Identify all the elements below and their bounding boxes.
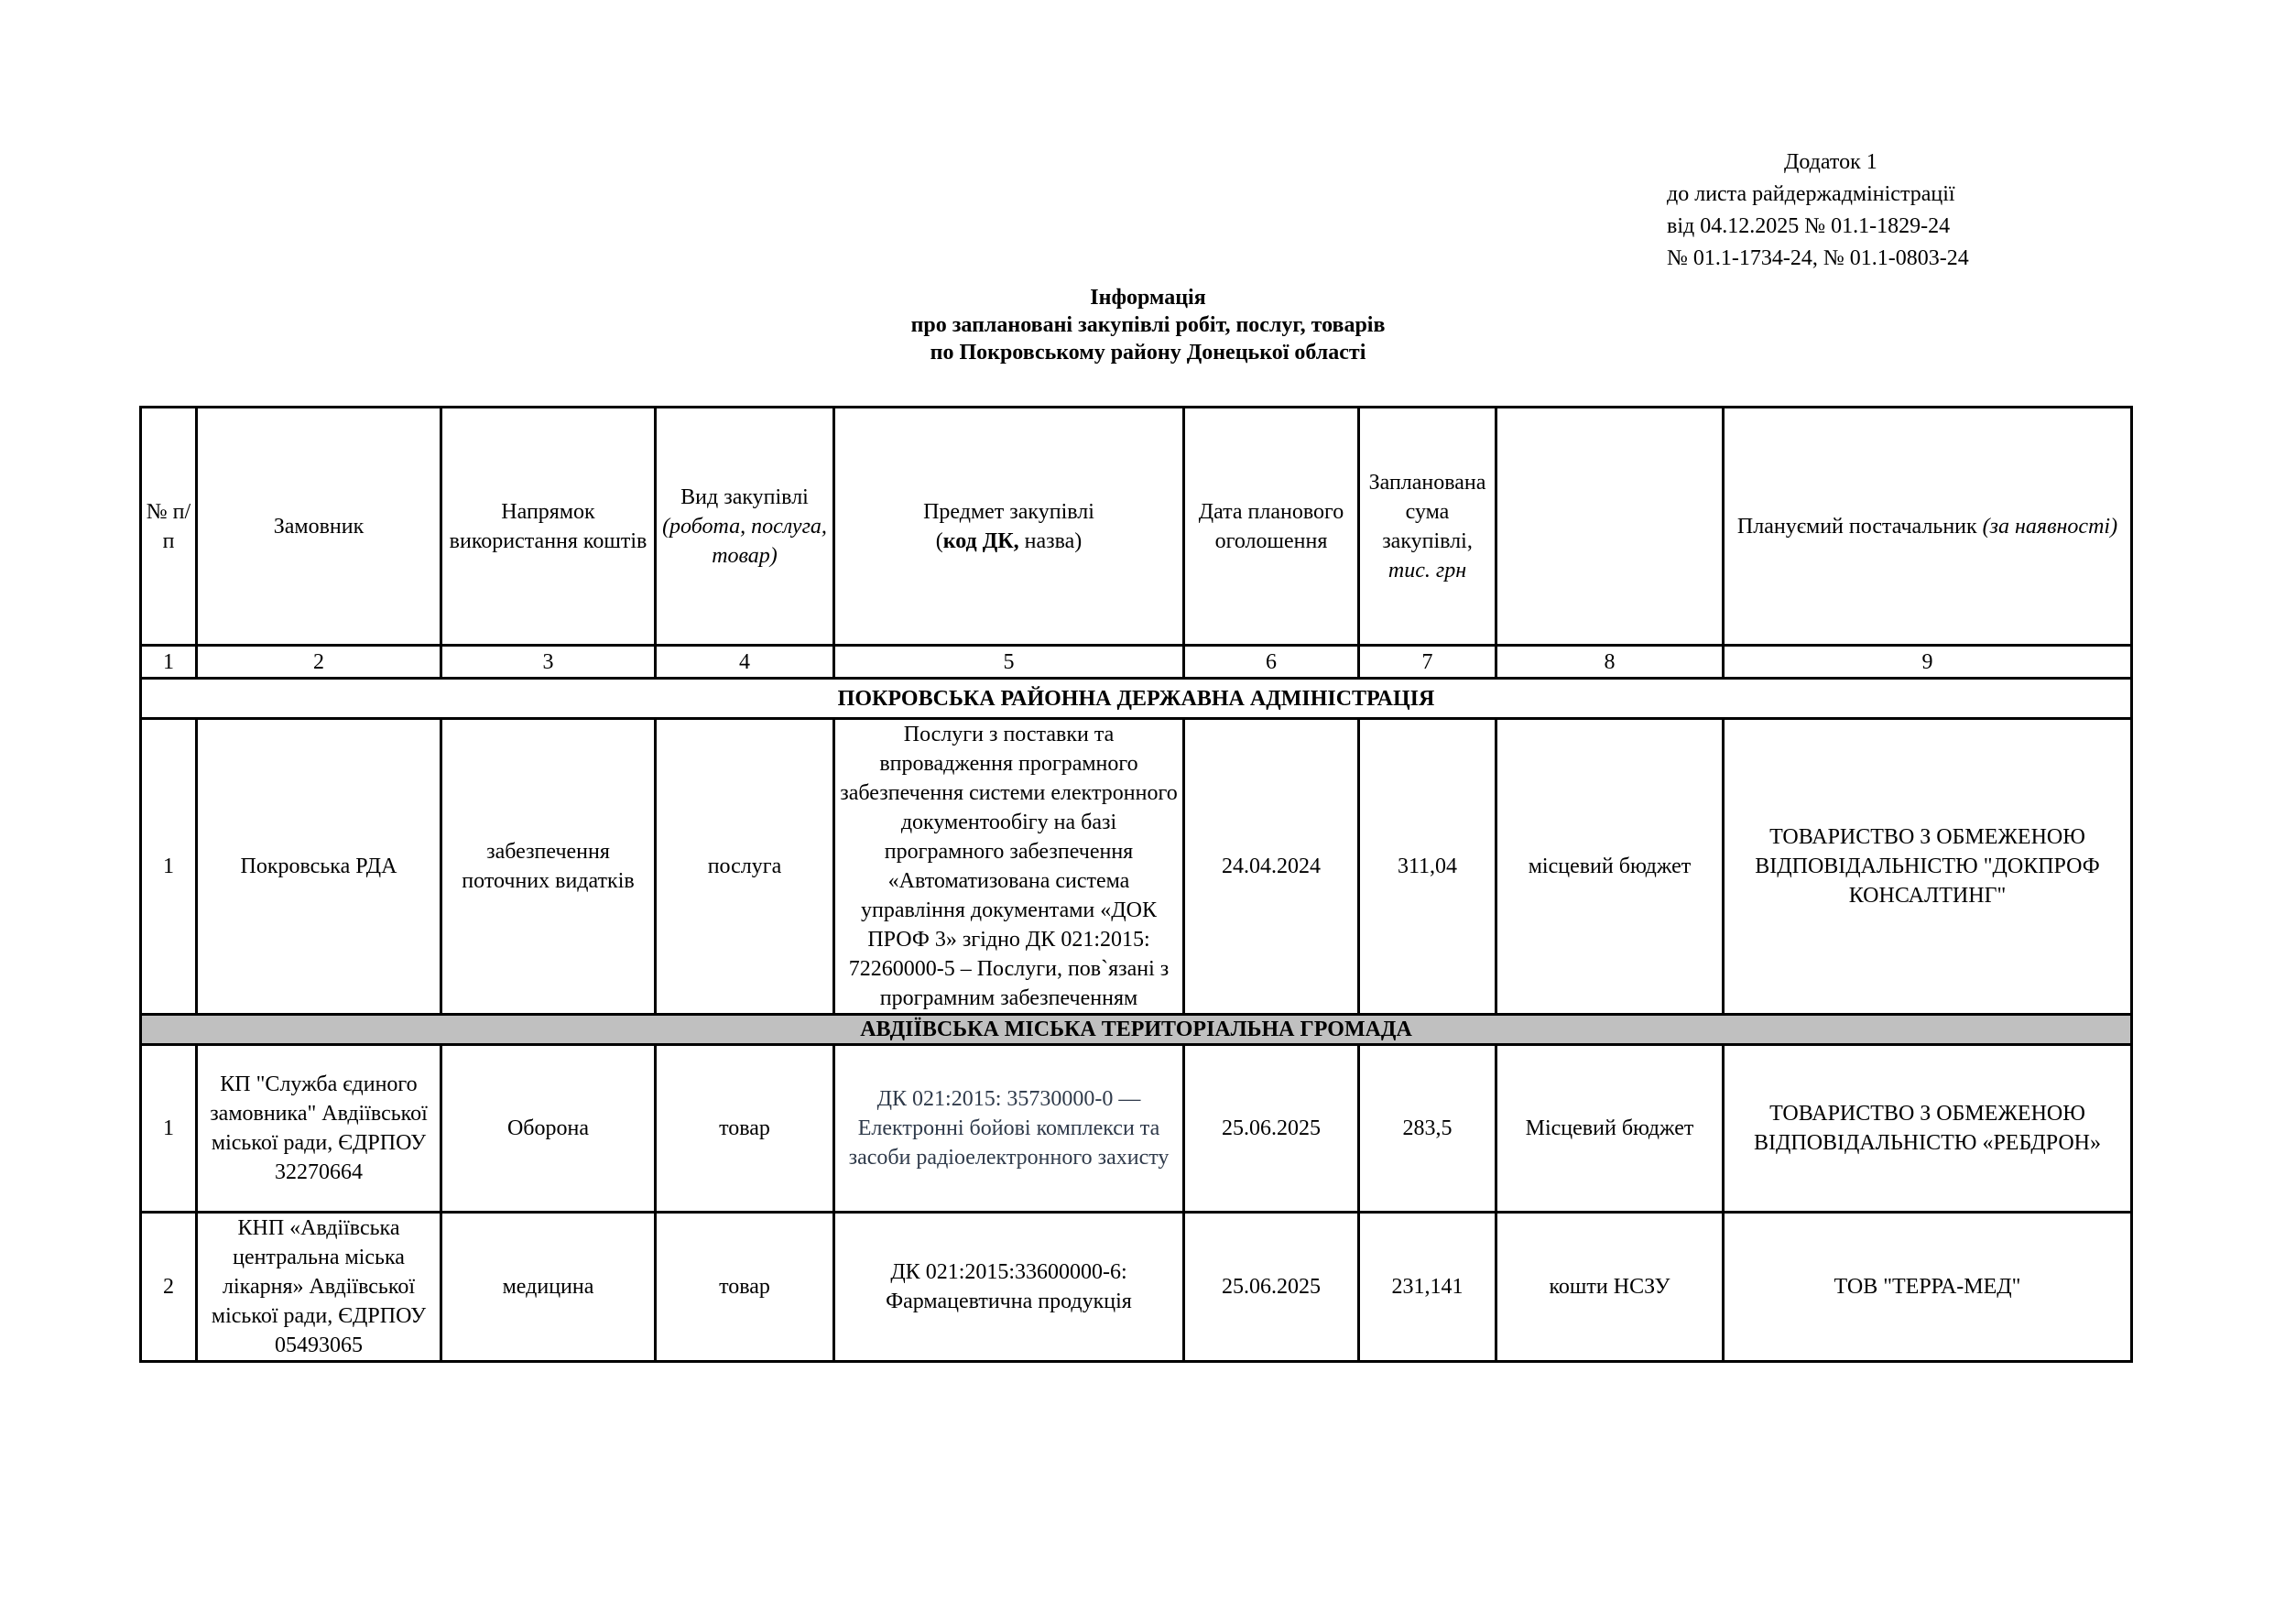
column-number: 4: [656, 646, 834, 679]
header-supplier-main: Плануємий постачальник: [1736, 514, 1983, 539]
cell-amount: 283,5: [1359, 1045, 1496, 1213]
section-title: АВДІЇВСЬКА МІСЬКА ТЕРИТОРІАЛЬНА ГРОМАДА: [141, 1015, 2132, 1045]
appendix-note: [1667, 147, 2015, 275]
title-line-3: по Покровському району Донецької області: [930, 341, 1366, 365]
column-number: 2: [197, 646, 441, 679]
table-row: [141, 1213, 2132, 1362]
header-subject-main: Предмет закупівлі: [923, 499, 1094, 524]
cell-customer: Покровська РДА: [197, 719, 441, 1015]
column-number: 8: [1496, 646, 1724, 679]
column-number-row: [141, 646, 2132, 679]
column-number: 1: [141, 646, 197, 679]
cell-direction: забезпечення поточних видатків: [441, 719, 656, 1015]
cell-type: товар: [656, 1213, 834, 1362]
column-number: 5: [834, 646, 1184, 679]
cell-number: 1: [141, 1045, 197, 1213]
cell-supplier: ТОВАРИСТВО З ОБМЕЖЕНОЮ ВІДПОВІДАЛЬНІСТЮ "ДОКПРОФ КОНСАЛТИНГ": [1724, 719, 2132, 1015]
title-line-1: Інформація: [1090, 286, 1206, 310]
header-supplier: [1724, 408, 2132, 646]
cell-amount: 311,04: [1359, 719, 1496, 1015]
appendix-letter-ref: до листа райдержадміністрації: [1667, 182, 1955, 206]
cell-subject: ДК 021:2015:33600000-6: Фармацевтична продукція: [834, 1213, 1184, 1362]
column-number: 9: [1724, 646, 2132, 679]
cell-subject: ДК 021:2015: 35730000-0 — Електронні бойові комплекси та засоби радіоелектронного захисту: [834, 1045, 1184, 1213]
header-row: [141, 408, 2132, 646]
cell-type: послуга: [656, 719, 834, 1015]
cell-supplier: ТОВ "ТЕРРА-МЕД": [1724, 1213, 2132, 1362]
cell-amount: 231,141: [1359, 1213, 1496, 1362]
cell-number: 2: [141, 1213, 197, 1362]
cell-source: Місцевий бюджет: [1496, 1045, 1724, 1213]
header-type-main: Вид закупівлі: [680, 484, 809, 509]
appendix-title: Додаток 1: [1784, 150, 1877, 174]
cell-type: товар: [656, 1045, 834, 1213]
cell-source: місцевий бюджет: [1496, 719, 1724, 1015]
column-number: 7: [1359, 646, 1496, 679]
cell-supplier: ТОВАРИСТВО З ОБМЕЖЕНОЮ ВІДПОВІДАЛЬНІСТЮ «РЕБДРОН»: [1724, 1045, 2132, 1213]
header-subject-paren: (: [935, 528, 943, 553]
header-direction: Напрямок використання коштів: [441, 408, 656, 646]
header-supplier-note: (за наявності): [1982, 514, 2118, 539]
cell-direction: медицина: [441, 1213, 656, 1362]
table-row: [141, 1045, 2132, 1213]
cell-direction: Оборона: [441, 1045, 656, 1213]
header-amount-main: Запланована сума закупівлі,: [1368, 470, 1486, 553]
cell-subject: Послуги з поставки та впровадження програмного забезпечення системи електронного документообігу на базі програмного забезпечення «Автоматизована система управління документами «ДОК ПРОФ 3» згідно ДК 021:2015: 72260000-5 – Послуги, пов`язані з програмним забезпеченням: [834, 719, 1184, 1015]
appendix-extra-numbers: № 01.1-1734-24, № 01.1-0803-24: [1667, 246, 1969, 270]
section-header-avdiivka: [141, 1015, 2132, 1045]
header-customer: Замовник: [197, 408, 441, 646]
section-header-pokrovsk: [141, 679, 2132, 719]
cell-number: 1: [141, 719, 197, 1015]
section-title: ПОКРОВСЬКА РАЙОННА ДЕРЖАВНА АДМІНІСТРАЦІЯ: [141, 679, 2132, 719]
header-amount: [1359, 408, 1496, 646]
cell-date: 24.04.2024: [1184, 719, 1359, 1015]
header-source: [1496, 408, 1724, 646]
header-number: № п/п: [141, 408, 197, 646]
appendix-date-number: від 04.12.2025 № 01.1-1829-24: [1667, 214, 1951, 238]
table-row: [141, 719, 2132, 1015]
header-type-note: (робота, послуга, товар): [662, 514, 827, 568]
header-subject-code: код ДК,: [942, 528, 1019, 553]
procurement-table: [139, 406, 2133, 1363]
header-subject-name: назва): [1018, 528, 1083, 553]
header-date: Дата планового оголошення: [1184, 408, 1359, 646]
title-line-2: про заплановані закупівлі робіт, послуг, товарів: [910, 313, 1386, 337]
column-number: 6: [1184, 646, 1359, 679]
cell-customer: КП "Служба єдиного замовника" Авдіївської міської ради, ЄДРПОУ 32270664: [197, 1045, 441, 1213]
document-title: [0, 284, 2296, 366]
header-subject: [834, 408, 1184, 646]
cell-date: 25.06.2025: [1184, 1045, 1359, 1213]
cell-customer: КНП «Авдіївська центральна міська лікарня» Авдіївської міської ради, ЄДРПОУ 05493065: [197, 1213, 441, 1362]
header-type: [656, 408, 834, 646]
cell-date: 25.06.2025: [1184, 1213, 1359, 1362]
column-number: 3: [441, 646, 656, 679]
header-amount-unit: тис. грн: [1387, 558, 1467, 582]
cell-source: кошти НСЗУ: [1496, 1213, 1724, 1362]
